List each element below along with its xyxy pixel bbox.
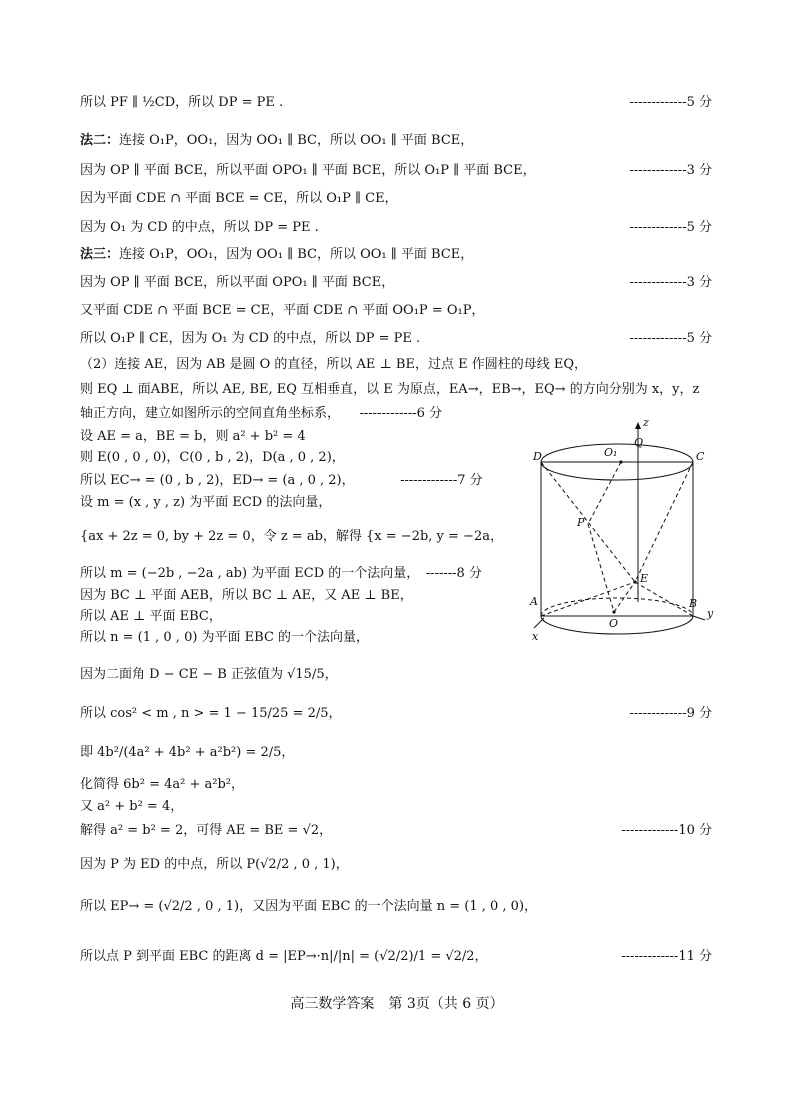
score-mark: -------------5 分: [629, 331, 712, 346]
text-line: 所以 AE ⊥ 平面 EBC，: [80, 609, 222, 624]
label-x: x: [532, 630, 539, 643]
point-e: [633, 580, 636, 583]
text-line: 解得 a² = b² = 2，可得 AE = BE = √2，: [80, 823, 333, 838]
text-line: 设 AE = a，BE = b，则 a² + b² = 4: [80, 429, 306, 444]
text-line: 所以 EC→ = (0 , b , 2)，ED→ = (a , 0 , 2)， -------------7 分: [80, 473, 483, 488]
text-line: 即 4b²/(4a² + 4b² + a²b²) = 2/5，: [80, 745, 295, 760]
label-a: A: [530, 595, 538, 608]
text-line: 所以 EP→ = (√2/2 , 0 , 1)，又因为平面 EBC 的一个法向量 n = (1 , 0 , 0)，: [80, 899, 538, 914]
text-line: 轴正方向，建立如图所示的空间直角坐标系， -------------6 分: [80, 406, 443, 421]
score-mark: -------------5 分: [629, 95, 712, 110]
method-text: 连接 O₁P，OO₁，因为 OO₁ ∥ BC，所以 OO₁ ∥ 平面 BCE，: [119, 133, 474, 148]
text-line: [80, 246, 473, 264]
y-axis: [693, 616, 705, 620]
label-z: z: [643, 416, 649, 429]
text-line: 所以 O₁P ∥ CE，因为 O₁ 为 CD 的中点，所以 DP = PE .: [80, 331, 421, 346]
text-line: 因为 BC ⊥ 平面 AEB，所以 BC ⊥ AE，又 AE ⊥ BE，: [80, 588, 413, 603]
method-heading: 法三：: [80, 247, 120, 262]
text-line: 所以 m = (−2b , −2a , ab) 为平面 ECD 的一个法向量， -------8 分: [80, 566, 482, 581]
label-o1: O₁: [604, 446, 618, 459]
label-e: E: [640, 572, 649, 585]
point-o1: [619, 460, 622, 463]
segment-ae: [541, 582, 635, 616]
score-mark: -------------9 分: [629, 706, 712, 721]
text-line: 因为 P 为 ED 的中点，所以 P(√2/2 , 0 , 1)，: [80, 857, 349, 872]
method-heading: 法二：: [80, 133, 120, 148]
label-b: B: [689, 597, 698, 610]
page-footer: 高三数学答案 第 3页（共 6 页）: [290, 996, 504, 1012]
text-line: 因为 OP ∥ 平面 BCE，所以平面 OPO₁ ∥ 平面 BCE，所以 O₁P ∥ 平面 BCE，: [80, 163, 536, 178]
text-line: 因为 O₁ 为 CD 的中点，所以 DP = PE .: [80, 220, 319, 235]
segment-ce: [635, 462, 693, 582]
score-mark: -------------3 分: [629, 275, 712, 290]
text-line: 则 E(0 , 0 , 0)，C(0 , b , 2)，D(a , 0 , 2)，: [80, 450, 345, 465]
text-line: 所以 PF ∥ ½CD，所以 DP = PE .: [80, 95, 284, 110]
bottom-ellipse-back: [541, 598, 693, 616]
score-mark: -------------3 分: [629, 163, 712, 178]
z-axis-arrow: [635, 422, 641, 429]
x-axis: [534, 618, 544, 628]
cylinder-figure: [522, 416, 718, 646]
segment-o1p: [588, 462, 621, 524]
label-o: O: [609, 617, 619, 630]
text-line: 则 EQ ⊥ 面ABE，所以 AE, BE, EQ 互相垂直，以 E 为原点，EA→，EB→，EQ→ 的方向分别为 x，y，z: [80, 382, 700, 397]
text-line: 所以 n = (1 , 0 , 0) 为平面 EBC 的一个法向量，: [80, 630, 370, 645]
segment-oe: [614, 582, 635, 612]
text-line: 又平面 CDE ∩ 平面 BCE = CE，平面 CDE ∩ 平面 OO₁P = O₁P，: [80, 303, 485, 318]
text-line: 所以点 P 到平面 EBC 的距离 d = |EP→·n|/|n| = (√2/2)/1 = √2/2，: [80, 949, 488, 964]
text-line: 因为平面 CDE ∩ 平面 BCE = CE，所以 O₁P ∥ CE，: [80, 191, 398, 206]
text-line: （2）连接 AE，因为 AB 是圆 O 的直径，所以 AE ⊥ BE，过点 E 作圆柱的母线 EQ，: [80, 357, 587, 372]
text-line: [80, 132, 473, 150]
score-mark: -------------5 分: [629, 220, 712, 235]
label-y: y: [707, 607, 714, 620]
text-line: 又 a² + b² = 4，: [80, 799, 184, 814]
score-mark: -------------10 分: [621, 823, 712, 838]
label-d: D: [533, 450, 542, 463]
text-line: 因为 OP ∥ 平面 BCE，所以平面 OPO₁ ∥ 平面 BCE，: [80, 275, 395, 290]
method-text: 连接 O₁P，OO₁，因为 OO₁ ∥ BC，所以 OO₁ ∥ 平面 BCE，: [119, 247, 474, 262]
label-p: P: [577, 516, 585, 529]
label-c: C: [696, 450, 705, 463]
text-line: 因为二面角 D − CE − B 正弦值为 √15/5，: [80, 667, 338, 682]
label-q: Q: [634, 436, 644, 449]
point-o: [612, 610, 615, 613]
text-line: 设 m = (x , y , z) 为平面 ECD 的法向量，: [80, 495, 332, 510]
text-line: {ax + 2z = 0, by + 2z = 0，令 z = ab，解得 {x = −2b, y = −2a，: [80, 529, 503, 544]
score-mark: -------------11 分: [621, 949, 712, 964]
text-line: 化简得 6b² = 4a² + a²b²，: [80, 777, 244, 792]
text-line: 所以 cos² < m , n > = 1 − 15/25 = 2/5，: [80, 706, 342, 721]
